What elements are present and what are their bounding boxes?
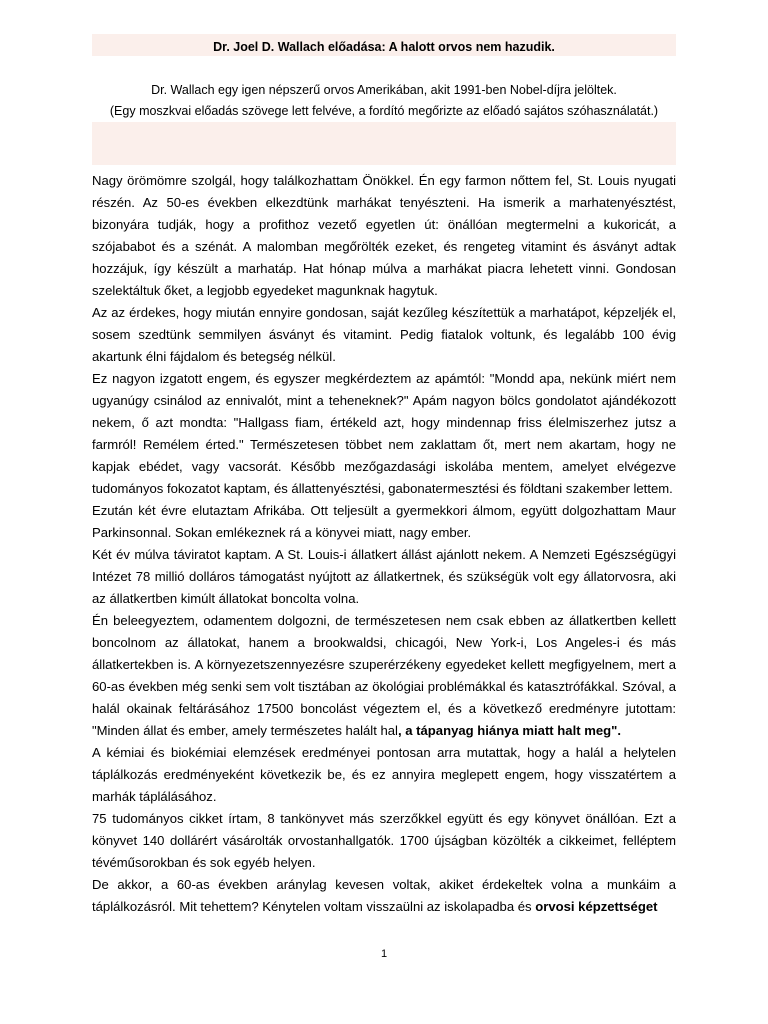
intro-line-2: (Egy moszkvai előadás szövege lett felvéve, a fordító megőrizte az előadó sajátos szóhasználatát.) (109, 104, 659, 118)
paragraph-9-emphasis: orvosi képzettséget (535, 899, 658, 914)
paragraph-6 (92, 610, 676, 742)
document-body (92, 170, 676, 918)
header-band (92, 122, 676, 165)
paragraph-1: Nagy örömömre szolgál, hogy találkozhattam Önökkel. Én egy farmon nőttem fel, St. Louis nyugati részén. Az 50-es években elkezdtünk marhákat tenyészteni. Ha ismerik a marhatenyésztést, bizonyára tudják, hogy a profithoz vezető egyetlen út: önállóan megtermelni a kukoricát, a szójababot és a szénát. A malomban megőrölték ezeket, és rengeteg vitamint és ásványt adtak hozzájuk, így készült a marhatáp. Hat hónap múlva a marhákat piacra lehetett vinni. Gondosan szelektáltuk őket, a legjobb egyedeket magunknak hagytuk. (92, 173, 676, 298)
paragraph-7: A kémiai és biokémiai elemzések eredményei pontosan arra mutattak, hogy a halál a helytelen táplálkozás eredményeként következik be, és ez annyira meglepett engem, hogy visszatértem a marhák táplálásához. (92, 745, 676, 804)
paragraph-3: Ez nagyon izgatott engem, és egyszer megkérdeztem az apámtól: "Mondd apa, nekünk miért nem ugyanúgy csinálod az ennivalót, mint a teheneknek?" Apám nagyon bölcs gondolatot ajándékozott nekem, ő azt mondta: "Hallgass fiam, értékeld azt, hogy mindennap friss élelmiszerhez jutsz a farmról! Remélem érted." Természetesen többet nem zaklattam őt, mert nem akartam, hogy ne kapjak ebédet, vagy vacsorát. Később mezőgazdasági iskolába mentem, amelyet elvégezve tudományos fokozatot kaptam, és állattenyésztési, gabonatermesztési és földtani szakember lettem. (92, 371, 676, 496)
intro-line-1: Dr. Wallach egy igen népszerű orvos Amerikában, akit 1991-ben Nobel-díjra jelöltek. (151, 83, 617, 97)
paragraph-6-emphasis: , a tápanyag hiánya miatt halt meg". (397, 723, 621, 738)
paragraph-9 (92, 874, 676, 918)
paragraph-6-text: Én beleegyeztem, odamentem dolgozni, de természetesen nem csak ebben az állatkertben kellett boncolnom az állatokat, hanem a brookwaldsi, chicagói, New York-i, Los Angeles-i és más állatkertekben is. A környezetszennyezésre szuperérzékeny egyedeket kellett megfigyelnem, mert a 60-as években még senki sem volt tisztában az ökológiai problémákkal és katasztrófákkal. Szóval, a halál okainak feltárásához 17500 boncolást végeztem el, és a következő eredményre jutottam: "Minden állat és ember, amely természetes halált hal (92, 613, 676, 738)
paragraph-5: Két év múlva táviratot kaptam. A St. Louis-i állatkert állást ajánlott nekem. A Nemzeti Egészségügyi Intézet 78 millió dolláros támogatást nyújtott az állatkertnek, és szükségük volt egy állatorvosra, aki az állatkertben kimúlt állatokat boncolta volna. (92, 547, 676, 606)
document-title: Dr. Joel D. Wallach előadása: A halott orvos nem hazudik. (92, 34, 676, 56)
paragraph-4: Ezután két évre elutaztam Afrikába. Ott teljesült a gyermekkori álmom, együtt dolgozhattam Maur Parkinsonnal. Sokan emlékeznek rá a könyvei miatt, nagy ember. (92, 503, 676, 540)
page-number: 1 (380, 948, 388, 960)
paragraph-8: 75 tudományos cikket írtam, 8 tankönyvet más szerzőkkel együtt és egy könyvet önállóan. Ezt a könyvet 140 dollárért vásárolták orvostanhallgatók. 1700 újságban közölték a cikkeimet, felléptem tévéműsorokban és sok egyéb helyen. (92, 811, 676, 870)
paragraph-9-text: De akkor, a 60-as években aránylag kevesen voltak, akiket érdekeltek volna a munkáim a táplálkozásról. Mit tehettem? Kénytelen voltam visszaülni az iskolapadba és (92, 877, 676, 914)
intro-block (92, 80, 676, 122)
paragraph-2: Az az érdekes, hogy miután ennyire gondosan, saját kezűleg készítettük a marhatápot, képzeljék el, sosem szedtünk semmilyen ásványt és vitamint. Pedig fiatalok voltunk, és legalább 100 évig akartunk élni fájdalom és betegség nélkül. (92, 305, 676, 364)
